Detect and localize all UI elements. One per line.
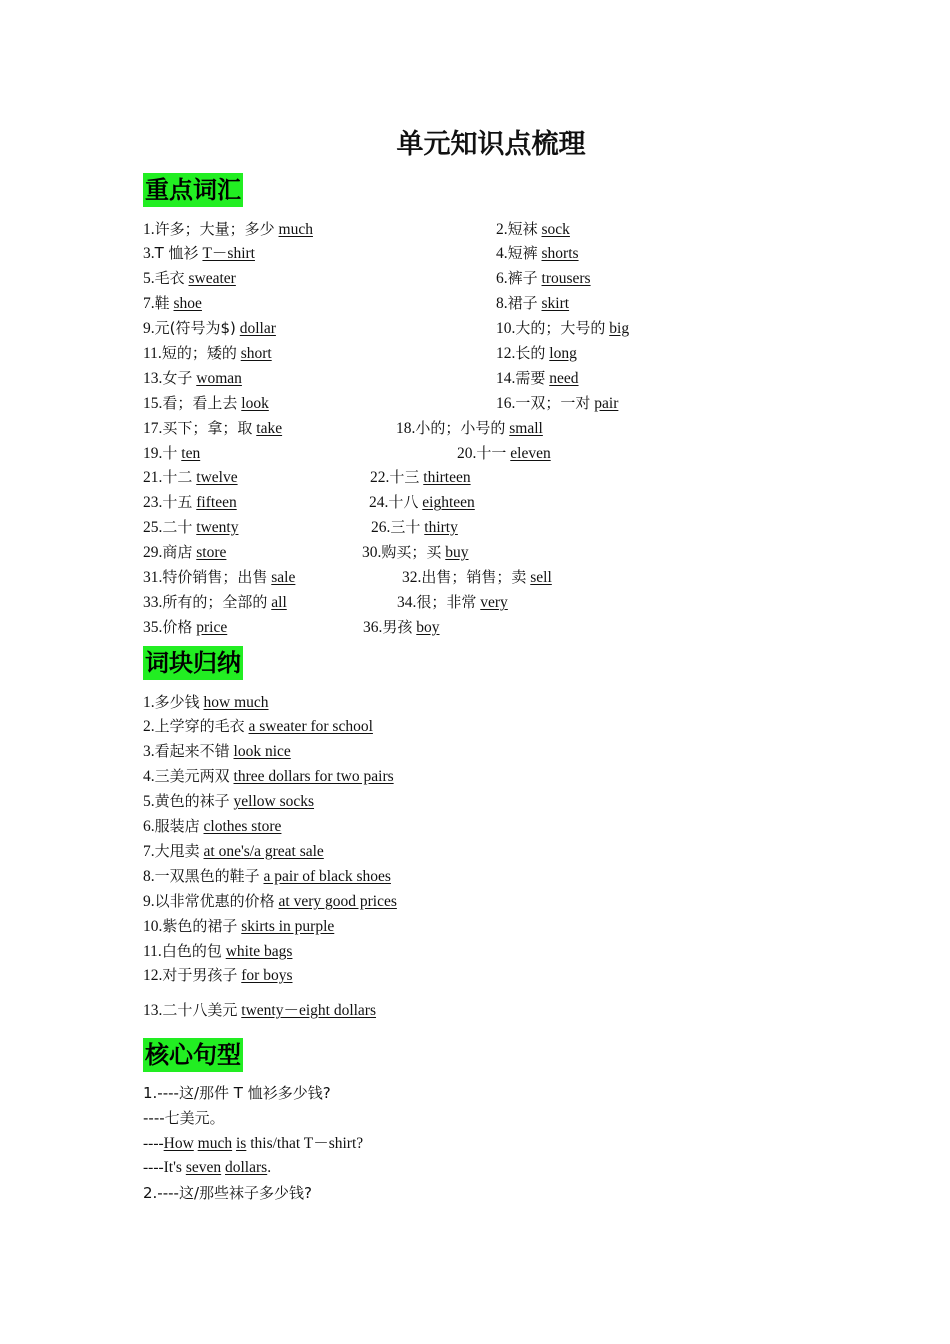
phrase-item: 1.多少钱 how much — [143, 693, 269, 711]
vocab-item: 35.价格 price — [143, 618, 228, 636]
sentence-english-question: ----How much is this/that T－shirt? — [143, 1135, 364, 1152]
vocab-item: 25.二十 twenty — [143, 518, 239, 536]
section-heading-vocab: 重点词汇 — [143, 173, 243, 207]
vocab-item: 2.短袜 sock — [496, 220, 570, 238]
phrase-item: 4.三美元两双 three dollars for two pairs — [143, 767, 394, 785]
vocab-item: 12.长的 long — [496, 344, 577, 362]
phrase-item: 2.上学穿的毛衣 a sweater for school — [143, 717, 373, 735]
vocab-item: 9.元(符号为$) dollar — [143, 319, 276, 337]
vocab-item: 18.小的；小号的 small — [396, 419, 543, 437]
vocab-item: 34.很；非常 very — [397, 593, 508, 611]
sentence-english-answer: ----It's seven dollars. — [143, 1159, 272, 1176]
phrase-item: 3.看起来不错 look nice — [143, 742, 291, 760]
vocab-item: 32.出售；销售；卖 sell — [402, 568, 552, 586]
phrase-item: 12.对于男孩子 for boys — [143, 966, 293, 984]
vocab-item: 19.十 ten — [143, 444, 201, 462]
vocab-item: 3.T 恤衫 T－shirt — [143, 244, 255, 262]
phrase-item: 5.黄色的袜子 yellow socks — [143, 792, 315, 810]
vocab-item: 26.三十 thirty — [371, 518, 458, 536]
section-heading-sentences: 核心句型 — [143, 1038, 243, 1072]
phrase-item: 6.服装店 clothes store — [143, 817, 282, 835]
sentence-answer: ----七美元。 — [143, 1109, 225, 1127]
section-heading-phrases: 词块归纳 — [143, 646, 243, 680]
phrase-item: 13.二十八美元 twenty－eight dollars — [143, 1001, 377, 1019]
page-title: 单元知识点梳理 — [396, 129, 586, 160]
sentence-question: 2.----这/那些袜子多少钱? — [143, 1184, 312, 1202]
phrase-item: 10.紫色的裙子 skirts in purple — [143, 917, 335, 935]
vocab-item: 30.购买；买 buy — [362, 543, 469, 561]
vocab-item: 16.一双；一对 pair — [496, 394, 619, 412]
phrase-item: 9.以非常优惠的价格 at very good prices — [143, 892, 397, 910]
vocab-item: 8.裙子 skirt — [496, 294, 570, 312]
vocab-item: 1.许多；大量；多少 much — [143, 220, 313, 238]
vocab-item: 17.买下；拿；取 take — [143, 419, 283, 437]
phrase-item: 11.白色的包 white bags — [143, 942, 293, 960]
vocab-item: 20.十一 eleven — [457, 444, 551, 462]
phrase-item: 8.一双黑色的鞋子 a pair of black shoes — [143, 867, 391, 885]
vocab-item: 33.所有的；全部的 all — [143, 593, 287, 611]
vocab-item: 15.看；看上去 look — [143, 394, 269, 412]
vocab-item: 5.毛衣 sweater — [143, 269, 236, 287]
vocab-item: 23.十五 fifteen — [143, 493, 237, 511]
vocab-item: 11.短的；矮的 short — [143, 344, 272, 362]
phrase-item: 7.大甩卖 at one's/a great sale — [143, 842, 324, 860]
vocab-item: 7.鞋 shoe — [143, 294, 202, 312]
vocab-item: 29.商店 store — [143, 543, 227, 561]
vocab-item: 4.短裤 shorts — [496, 244, 579, 262]
vocab-item: 10.大的；大号的 big — [496, 319, 630, 337]
vocab-item: 22.十三 thirteen — [370, 468, 471, 486]
vocab-item: 36.男孩 boy — [363, 618, 440, 636]
sentence-question: 1.----这/那件 T 恤衫多少钱? — [143, 1084, 331, 1102]
vocab-item: 6.裤子 trousers — [496, 269, 591, 287]
vocab-item: 14.需要 need — [496, 369, 579, 387]
vocab-item: 24.十八 eighteen — [369, 493, 475, 511]
vocab-item: 21.十二 twelve — [143, 468, 238, 486]
vocab-item: 31.特价销售；出售 sale — [143, 568, 296, 586]
vocab-item: 13.女子 woman — [143, 369, 242, 387]
